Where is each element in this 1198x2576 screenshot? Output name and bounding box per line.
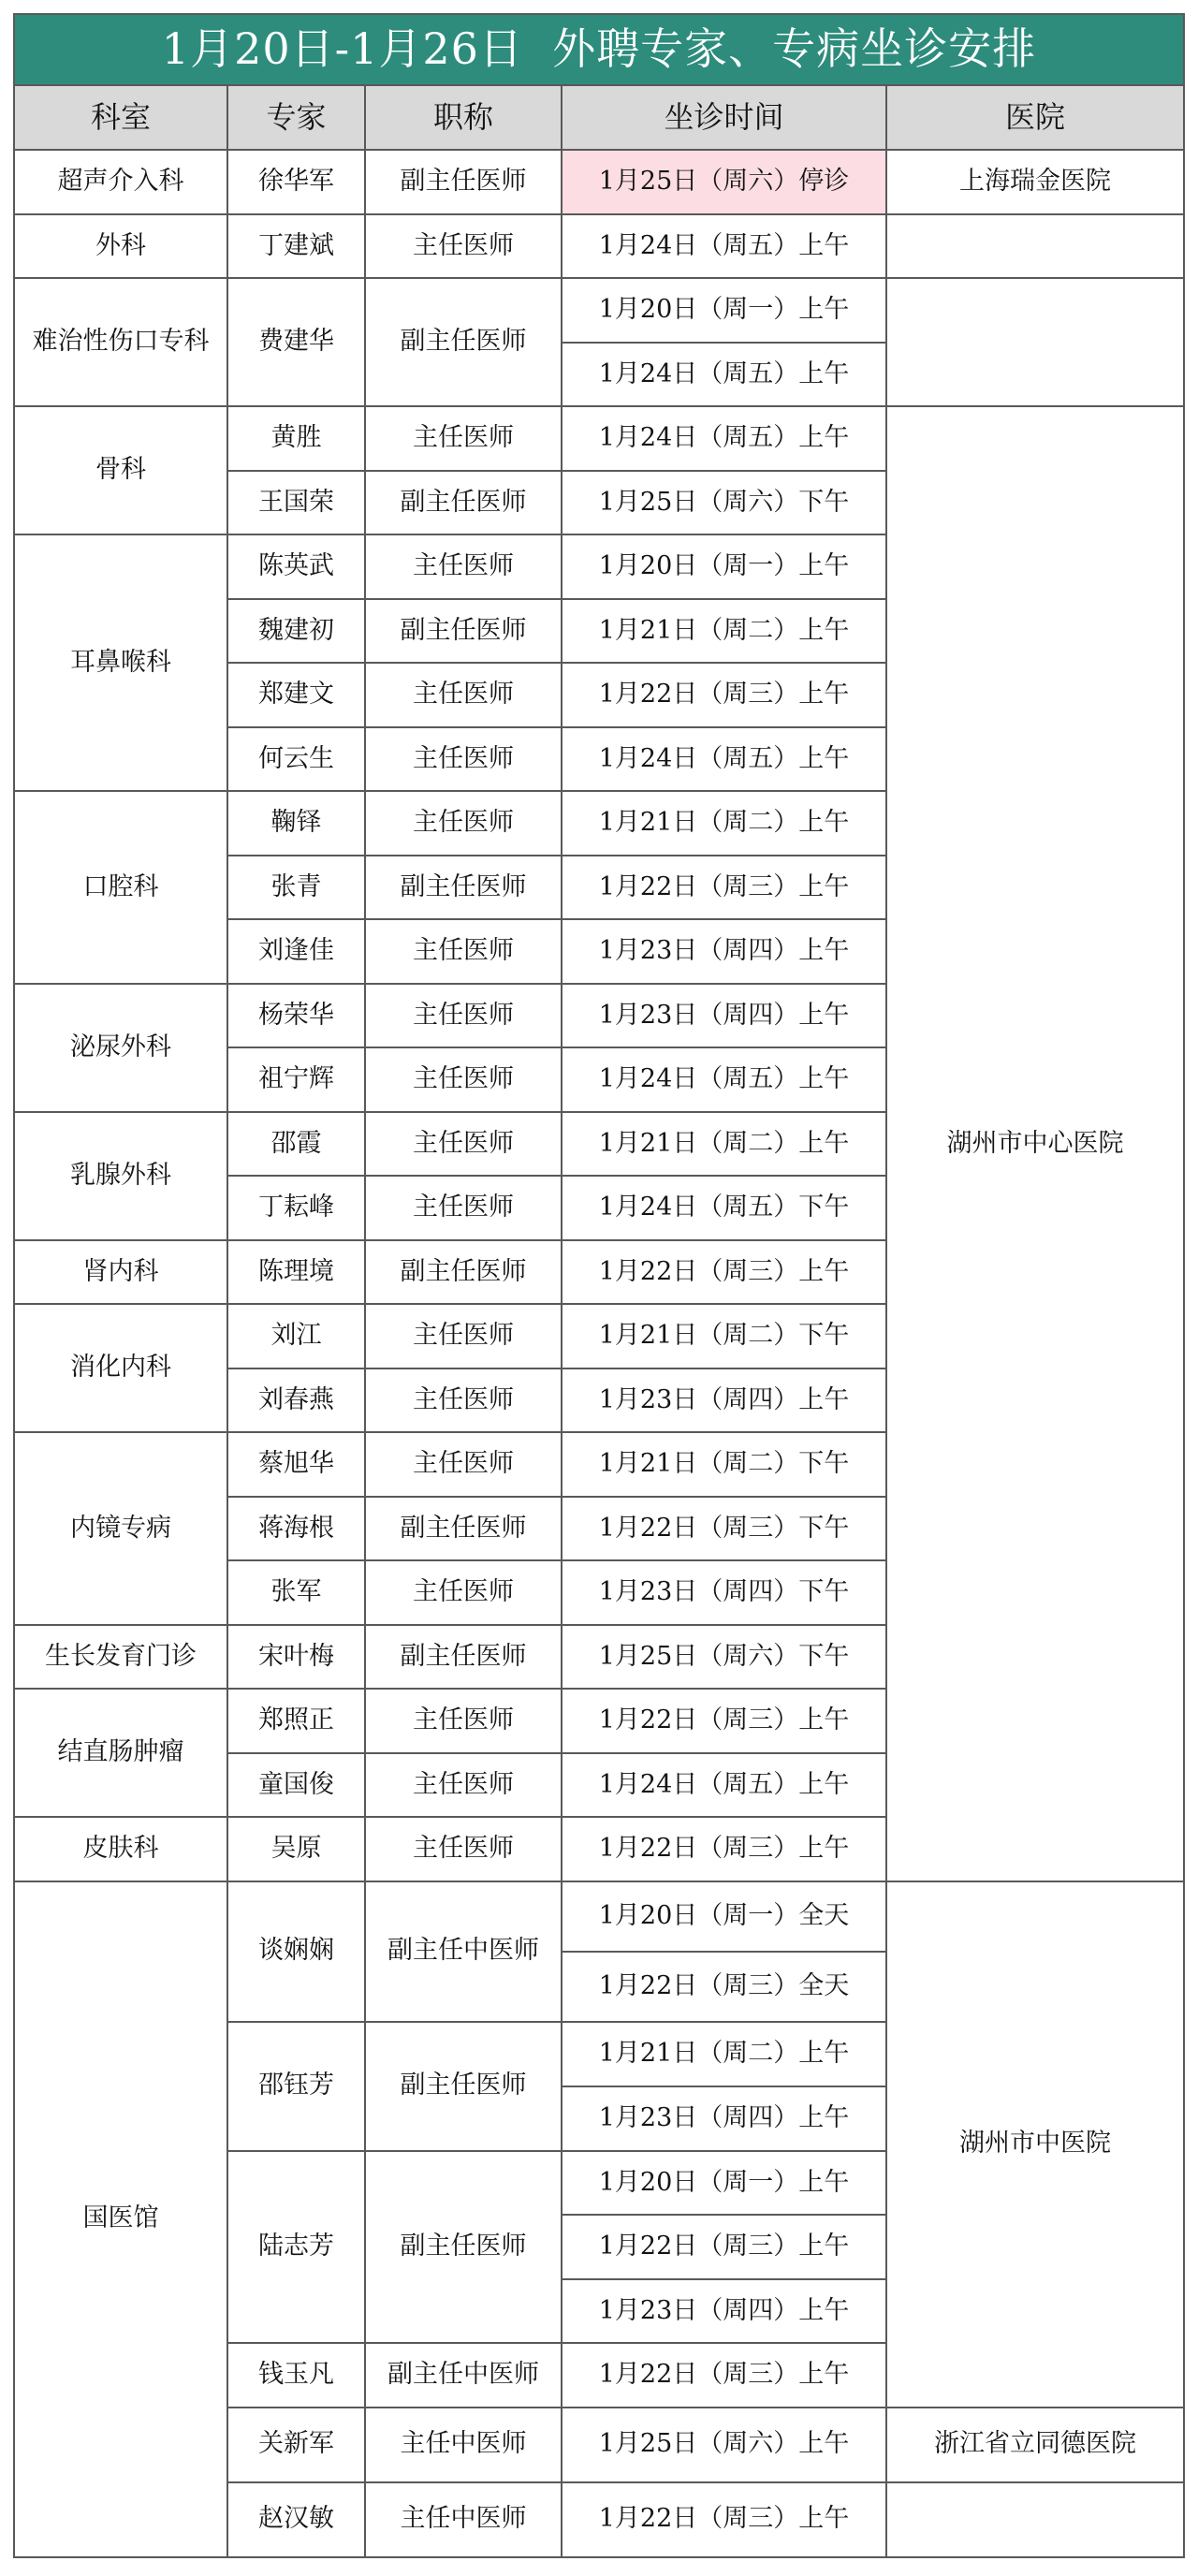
- expert-name-cell: 邵霞: [228, 1113, 366, 1178]
- expert-title-cell: 主任医师: [366, 407, 562, 472]
- expert-name-cell: 何云生: [228, 728, 366, 793]
- expert-title-cell: 主任医师: [366, 1177, 562, 1241]
- department-cell: 外科: [15, 215, 228, 280]
- schedule-time-cell: 1月24日（周五）上午: [562, 407, 887, 472]
- department-cell: 泌尿外科: [15, 985, 228, 1113]
- expert-title-cell: 主任医师: [366, 728, 562, 793]
- schedule-time-cell: 1月21日（周二）上午: [562, 792, 887, 856]
- header-title: 职称: [366, 86, 562, 151]
- schedule-time-cell: 1月24日（周五）上午: [562, 215, 887, 280]
- hospital-cell: 上海瑞金医院: [887, 151, 1185, 215]
- schedule-time-cell: 1月22日（周三）下午: [562, 1498, 887, 1562]
- header-time: 坐诊时间: [562, 86, 887, 151]
- department-cell: 乳腺外科: [15, 1113, 228, 1241]
- schedule-time-cell: 1月23日（周四）上午: [562, 920, 887, 985]
- department-cell: 国医馆: [15, 1882, 228, 2558]
- expert-title-cell: 副主任医师: [366, 2152, 562, 2345]
- schedule-time-cell: 1月21日（周二）下午: [562, 1305, 887, 1369]
- schedule-time-cell: 1月21日（周二）上午: [562, 1113, 887, 1178]
- hospital-cell-empty: [887, 215, 1185, 280]
- schedule-time-cell: 1月23日（周四）上午: [562, 2280, 887, 2345]
- schedule-time-cell: 1月25日（周六）下午: [562, 472, 887, 536]
- header-department: 科室: [15, 86, 228, 151]
- department-cell: 肾内科: [15, 1241, 228, 1306]
- expert-name-cell: 张军: [228, 1561, 366, 1626]
- schedule-time-cell: 1月23日（周四）上午: [562, 1369, 887, 1434]
- schedule-time-cell-highlighted: 1月25日（周六）停诊: [562, 151, 887, 215]
- expert-name-cell: 蒋海根: [228, 1498, 366, 1562]
- expert-name-cell: 杨荣华: [228, 985, 366, 1049]
- expert-title-cell: 副主任医师: [366, 856, 562, 921]
- expert-name-cell: 徐华军: [228, 151, 366, 215]
- expert-title-cell: 副主任医师: [366, 2023, 562, 2152]
- expert-name-cell: 郑照正: [228, 1690, 366, 1754]
- department-cell: 口腔科: [15, 792, 228, 985]
- page-title: 1月20日-1月26日 外聘专家、专病坐诊安排: [15, 15, 1185, 86]
- schedule-time-cell: 1月21日（周二）上午: [562, 2023, 887, 2087]
- hospital-cell-empty: [887, 2483, 1185, 2558]
- department-cell: 皮肤科: [15, 1818, 228, 1882]
- expert-title-cell: 主任医师: [366, 664, 562, 728]
- department-cell: 生长发育门诊: [15, 1626, 228, 1690]
- expert-name-cell: 丁耘峰: [228, 1177, 366, 1241]
- schedule-time-cell: 1月21日（周二）下午: [562, 1433, 887, 1498]
- schedule-time-cell: 1月25日（周六）下午: [562, 1626, 887, 1690]
- expert-title-cell: 副主任医师: [366, 600, 562, 665]
- header-expert: 专家: [228, 86, 366, 151]
- expert-name-cell: 童国俊: [228, 1754, 366, 1819]
- schedule-time-cell: 1月20日（周一）上午: [562, 2152, 887, 2217]
- expert-name-cell: 费建华: [228, 279, 366, 407]
- schedule-time-cell: 1月23日（周四）下午: [562, 1561, 887, 1626]
- schedule-table: [13, 13, 1185, 2558]
- expert-name-cell: 张青: [228, 856, 366, 921]
- expert-title-cell: 副主任医师: [366, 1241, 562, 1306]
- schedule-time-cell: 1月24日（周五）上午: [562, 1754, 887, 1819]
- expert-name-cell: 王国荣: [228, 472, 366, 536]
- department-cell: 骨科: [15, 407, 228, 535]
- expert-title-cell: 副主任医师: [366, 151, 562, 215]
- department-cell: 结直肠肿瘤: [15, 1690, 228, 1818]
- department-cell: 超声介入科: [15, 151, 228, 215]
- schedule-time-cell: 1月22日（周三）上午: [562, 2483, 887, 2558]
- schedule-time-cell: 1月22日（周三）上午: [562, 1690, 887, 1754]
- expert-name-cell: 吴原: [228, 1818, 366, 1882]
- expert-title-cell: 副主任医师: [366, 1626, 562, 1690]
- expert-title-cell: 主任医师: [366, 1561, 562, 1626]
- schedule-time-cell: 1月21日（周二）上午: [562, 600, 887, 665]
- schedule-time-cell: 1月22日（周三）上午: [562, 2344, 887, 2408]
- hospital-cell: 湖州市中心医院: [887, 407, 1185, 1882]
- expert-title-cell: 主任医师: [366, 1690, 562, 1754]
- expert-name-cell: 谈娴娴: [228, 1882, 366, 2023]
- expert-name-cell: 蔡旭华: [228, 1433, 366, 1498]
- hospital-cell: 浙江省立同德医院: [887, 2408, 1185, 2483]
- expert-name-cell: 丁建斌: [228, 215, 366, 280]
- schedule-time-cell: 1月22日（周三）上午: [562, 2216, 887, 2280]
- schedule-time-cell: 1月20日（周一）全天: [562, 1882, 887, 1953]
- expert-title-cell: 主任医师: [366, 1113, 562, 1178]
- expert-name-cell: 祖宁辉: [228, 1048, 366, 1113]
- schedule-time-cell: 1月24日（周五）上午: [562, 1048, 887, 1113]
- schedule-time-cell: 1月22日（周三）全天: [562, 1953, 887, 2023]
- expert-title-cell: 主任中医师: [366, 2483, 562, 2558]
- expert-title-cell: 主任医师: [366, 1433, 562, 1498]
- expert-title-cell: 副主任医师: [366, 279, 562, 407]
- schedule-time-cell: 1月20日（周一）上午: [562, 279, 887, 344]
- expert-name-cell: 黄胜: [228, 407, 366, 472]
- expert-name-cell: 关新军: [228, 2408, 366, 2483]
- expert-name-cell: 钱玉凡: [228, 2344, 366, 2408]
- expert-title-cell: 主任医师: [366, 535, 562, 600]
- expert-title-cell: 主任医师: [366, 1305, 562, 1369]
- schedule-time-cell: 1月22日（周三）上午: [562, 856, 887, 921]
- expert-title-cell: 副主任中医师: [366, 1882, 562, 2023]
- schedule-time-cell: 1月24日（周五）上午: [562, 344, 887, 408]
- expert-name-cell: 赵汉敏: [228, 2483, 366, 2558]
- expert-name-cell: 邵钰芳: [228, 2023, 366, 2152]
- schedule-time-cell: 1月23日（周四）上午: [562, 985, 887, 1049]
- schedule-time-cell: 1月24日（周五）上午: [562, 728, 887, 793]
- schedule-time-cell: 1月25日（周六）上午: [562, 2408, 887, 2483]
- department-cell: 难治性伤口专科: [15, 279, 228, 407]
- expert-title-cell: 主任中医师: [366, 2408, 562, 2483]
- expert-title-cell: 主任医师: [366, 1754, 562, 1819]
- expert-name-cell: 宋叶梅: [228, 1626, 366, 1690]
- department-cell: 耳鼻喉科: [15, 535, 228, 792]
- expert-name-cell: 陈英武: [228, 535, 366, 600]
- expert-name-cell: 陆志芳: [228, 2152, 366, 2345]
- expert-name-cell: 刘江: [228, 1305, 366, 1369]
- expert-title-cell: 副主任中医师: [366, 2344, 562, 2408]
- schedule-time-cell: 1月22日（周三）上午: [562, 1818, 887, 1882]
- header-hospital: 医院: [887, 86, 1185, 151]
- schedule-time-cell: 1月20日（周一）上午: [562, 535, 887, 600]
- hospital-cell-empty: [887, 279, 1185, 407]
- department-cell: 消化内科: [15, 1305, 228, 1433]
- schedule-time-cell: 1月22日（周三）上午: [562, 1241, 887, 1306]
- expert-name-cell: 刘逢佳: [228, 920, 366, 985]
- expert-title-cell: 副主任医师: [366, 472, 562, 536]
- expert-title-cell: 主任医师: [366, 1369, 562, 1434]
- expert-title-cell: 主任医师: [366, 985, 562, 1049]
- expert-title-cell: 主任医师: [366, 1818, 562, 1882]
- schedule-time-cell: 1月23日（周四）上午: [562, 2087, 887, 2152]
- expert-name-cell: 鞠铎: [228, 792, 366, 856]
- expert-name-cell: 魏建初: [228, 600, 366, 665]
- expert-title-cell: 主任医师: [366, 1048, 562, 1113]
- expert-title-cell: 副主任医师: [366, 1498, 562, 1562]
- expert-title-cell: 主任医师: [366, 920, 562, 985]
- expert-name-cell: 郑建文: [228, 664, 366, 728]
- schedule-time-cell: 1月22日（周三）上午: [562, 664, 887, 728]
- expert-title-cell: 主任医师: [366, 215, 562, 280]
- department-cell: 内镜专病: [15, 1433, 228, 1626]
- expert-title-cell: 主任医师: [366, 792, 562, 856]
- schedule-time-cell: 1月24日（周五）下午: [562, 1177, 887, 1241]
- hospital-cell: 湖州市中医院: [887, 1882, 1185, 2408]
- expert-name-cell: 陈理境: [228, 1241, 366, 1306]
- expert-name-cell: 刘春燕: [228, 1369, 366, 1434]
